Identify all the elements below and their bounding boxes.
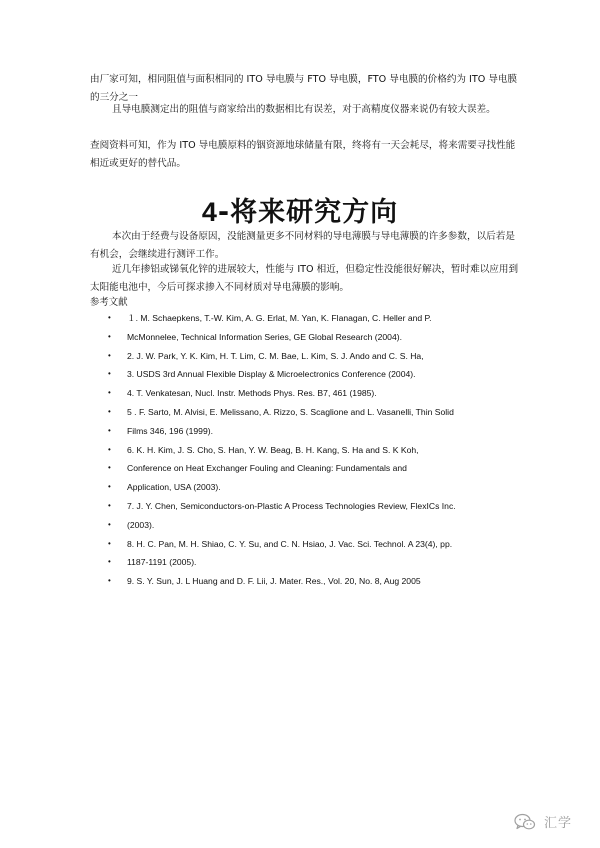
reference-item [108, 535, 538, 554]
bullet-icon: • [108, 331, 111, 341]
reference-item [108, 347, 538, 366]
references-list [108, 309, 538, 591]
reference-text: McMonnelee, Technical Information Series, GE Global Research (2004). [127, 331, 402, 342]
bullet-icon: • [108, 463, 111, 473]
reference-text: (2003). [127, 519, 155, 530]
bullet-icon: • [108, 557, 111, 567]
references-heading: 参考文献 [90, 297, 128, 308]
bullet-icon: • [108, 576, 111, 586]
bullet-icon: • [108, 350, 111, 360]
reference-text: 7. J. Y. Chen, Semiconductors-on-Plastic A Process Technologies Review, FlexICs Inc. [127, 500, 456, 511]
reference-text: Application, USA (2003). [127, 482, 221, 493]
reference-text: 3. USDS 3rd Annual Flexible Display & Microelectronics Conference (2004). [127, 369, 416, 380]
reference-text: Films 346, 196 (1999). [127, 425, 213, 436]
reference-item [108, 365, 538, 384]
reference-text: 5 . F. Sarto, M. Alvisi, E. Melissano, A. Rizzo, S. Scaglione and L. Vasanelli, Thin Solid [127, 406, 454, 417]
reference-item [108, 516, 538, 535]
intro-paragraph-2: 且导电膜测定出的阻值与商家给出的数据相比有误差，对于高精度仪器来说仍有较大误差。 [112, 104, 496, 115]
bullet-icon: • [108, 519, 111, 529]
reference-item [108, 384, 538, 403]
bullet-icon: • [108, 388, 111, 398]
bullet-icon: • [108, 538, 111, 548]
watermark [514, 812, 572, 831]
reference-item [108, 422, 538, 441]
reference-text: 4. T. Venkatesan, Nucl. Instr. Methods Phys. Res. B7, 461 (1985). [127, 388, 377, 399]
reference-text: 1187-1191 (2005). [127, 557, 197, 568]
reference-item [108, 572, 538, 591]
section-number: 4 [201, 197, 218, 227]
bullet-icon: • [108, 406, 111, 416]
bullet-icon: • [108, 444, 111, 454]
bullet-icon: • [108, 482, 111, 492]
bullet-icon: • [108, 369, 111, 379]
reference-text: 2. J. W. Park, Y. K. Kim, H. T. Lim, C. M. Bae, L. Kim, S. J. Ando and C. S. Ha, [127, 350, 424, 361]
reference-item [108, 328, 538, 347]
reference-item [108, 553, 538, 572]
section-heading [0, 190, 600, 229]
watermark-text: 汇学 [544, 816, 573, 831]
reference-text: 6. K. H. Kim, J. S. Cho, S. Han, Y. W. Beag, B. H. Kang, S. Ha and S. K Koh, [127, 444, 419, 455]
reference-item [108, 403, 538, 422]
reference-text: 9. S. Y. Sun, J. L Huang and D. F. Lii, J. Mater. Res., Vol. 20, No. 8, Aug 2005 [127, 576, 421, 587]
reference-text: 8. H. C. Pan, M. H. Shiao, C. Y. Su, and C. N. Hsiao, J. Vac. Sci. Technol. A 23(4), pp. [127, 538, 453, 549]
intro-paragraph-3: 查阅资料可知，作为 ITO 导电膜原料的铟资源地球储量有限，终将有一天会耗尽，将来需要寻找性能相近或更好的替代品。 [90, 140, 516, 169]
reference-item [108, 441, 538, 460]
intro-paragraph-1: 由厂家可知，相同阻值与面积相同的 ITO 导电膜与 FTO 导电膜，FTO 导电膜的价格约为 ITO 导电膜的三分之一 [90, 74, 518, 103]
section-paragraph-1: 本次由于经费与设备原因，没能测量更多不同材料的导电薄膜与导电薄膜的许多参数，以后若是有机会，会继续进行测评工作。 [90, 231, 515, 260]
reference-item [108, 497, 538, 516]
reference-item [108, 309, 538, 328]
section-paragraph-2: 近几年掺铝或锑氧化锌的进展较大，性能与 ITO 相近，但稳定性没能很好解决，暂时难以应用到太阳能电池中，今后可探求掺入不同材质对导电薄膜的影响。 [90, 264, 519, 293]
section-title: -将来研究方向 [217, 197, 399, 228]
reference-item [108, 459, 538, 478]
bullet-icon: • [108, 425, 111, 435]
reference-item [108, 478, 538, 497]
bullet-icon: • [108, 500, 111, 510]
reference-text: Conference on Heat Exchanger Fouling and Cleaning: Fundamentals and [127, 463, 407, 474]
bullet-icon: • [108, 313, 111, 322]
wechat-icon [514, 813, 536, 831]
reference-text: １. M. Schaepkens, T.-W. Kim, A. G. Erlat, M. Yan, K. Flanagan, C. Heller and P. [127, 313, 432, 323]
